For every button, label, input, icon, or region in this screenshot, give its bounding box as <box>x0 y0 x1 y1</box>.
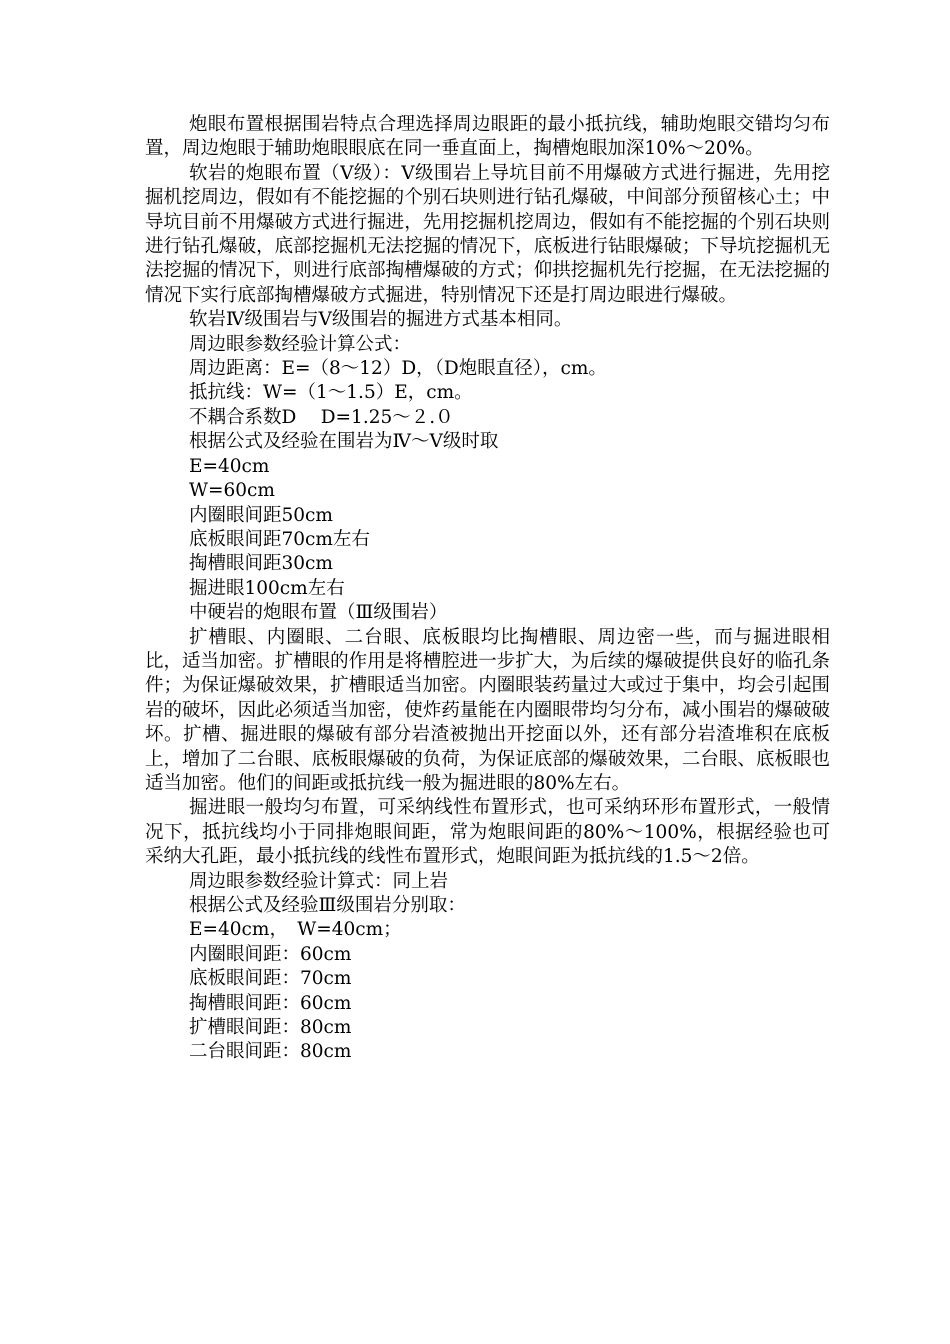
text-line: 周边距离：E=（8～12）D，（D炮眼直径），cm。 <box>189 358 607 380</box>
document-body <box>145 113 830 1065</box>
text-line: 掏槽眼间距：60cm <box>189 992 352 1014</box>
text-line: 周边眼参数经验计算式：同上岩 <box>189 870 449 892</box>
paragraph-medium-rock-spacing: 扩槽眼、内圈眼、二台眼、底板眼均比掏槽眼、周边密一些，而与掘进眼相比，适当加密。扩槽眼的作用是将槽腔进一步扩大，为后续的爆破提供良好的临孔条件；为保证爆破效果，扩槽眼适当加密。内圈眼装药量过大或过于集中，均会引起围岩的破坏，因此必须适当加密，使炸药量能在内圈眼带均匀分布，减小围岩的爆破破坏。扩槽、掘进眼的爆破有部分岩渣被抛出开挖面以外，还有部分岩渣堆积在底板上，增加了二台眼、底板眼爆破的负荷，为保证底部的爆破效果，二台眼、底板眼也适当加密。他们的间距或抵抗线一般为掘进眼的80%左右。 <box>145 626 830 794</box>
text-line: 内圈眼间距：60cm <box>189 943 352 965</box>
text-line: 抵抗线：W=（1～1.5）E，cm。 <box>189 382 473 404</box>
text-line: E=40cm， W=40cm； <box>189 919 402 941</box>
text-line: 中硬岩的炮眼布置（Ⅲ级围岩） <box>189 602 448 624</box>
paragraph-soft-rock-layout: 软岩的炮眼布置（Ⅴ级）：Ⅴ级围岩上导坑目前不用爆破方式进行掘进，先用挖掘机挖周边，假如有不能挖掘的个别石块则进行钻孔爆破，中间部分预留核心土；中导坑目前不用爆破方式进行掘进，先用挖掘机挖周边，假如有不能挖掘的个别石块则进行钻孔爆破，底部挖掘机无法挖掘的情况下，底板进行钻眼爆破；下导坑挖掘机无法挖掘的情况下，则进行底部掏槽爆破的方式；仰拱挖掘机先行挖掘，在无法挖掘的情况下实行底部掏槽爆破方式掘进，特别情况下还是打周边眼进行爆破。 <box>145 162 830 306</box>
text-line: 根据公式及经验Ⅲ级围岩分别取： <box>189 895 466 916</box>
paragraph-excavation-holes: 掘进眼一般均匀布置，可采纳线性布置形式，也可采纳环形布置形式，一般情况下，抵抗线均小于同排炮眼间距，常为炮眼间距的80%～100%，根据经验也可采纳大孔距，最小抵抗线的线性布置形式，炮眼间距为抵抗线的1.5～2倍。 <box>145 797 830 868</box>
text-line: 周边眼参数经验计算公式： <box>189 333 412 355</box>
text-line: 掏槽眼间距30cm <box>189 553 333 575</box>
text-line: 内圈眼间距50cm <box>189 504 333 526</box>
text-line: 底板眼间距：70cm <box>189 968 352 990</box>
text-line: 底板眼间距70cm左右 <box>189 528 370 550</box>
text-line: W=60cm <box>189 480 275 502</box>
text-line: 不耦合系数D D=1.25～２.０ <box>189 406 454 428</box>
text-line: 二台眼间距：80cm <box>189 1041 352 1063</box>
text-line: 掘进眼100cm左右 <box>189 577 345 599</box>
text-line: 扩槽眼间距：80cm <box>189 1017 352 1039</box>
text-line: E=40cm <box>189 455 270 477</box>
text-line: 根据公式及经验在围岩为Ⅳ～Ⅴ级时取 <box>189 431 499 453</box>
paragraph-blasthole-layout: 炮眼布置根据围岩特点合理选择周边眼距的最小抵抗线，辅助炮眼交错均匀布置，周边炮眼于辅助炮眼眼底在同一垂直面上，掏槽炮眼加深10%～20%。 <box>145 114 830 160</box>
text-line: 软岩Ⅳ级围岩与Ⅴ级围岩的掘进方式基本相同。 <box>189 309 573 331</box>
